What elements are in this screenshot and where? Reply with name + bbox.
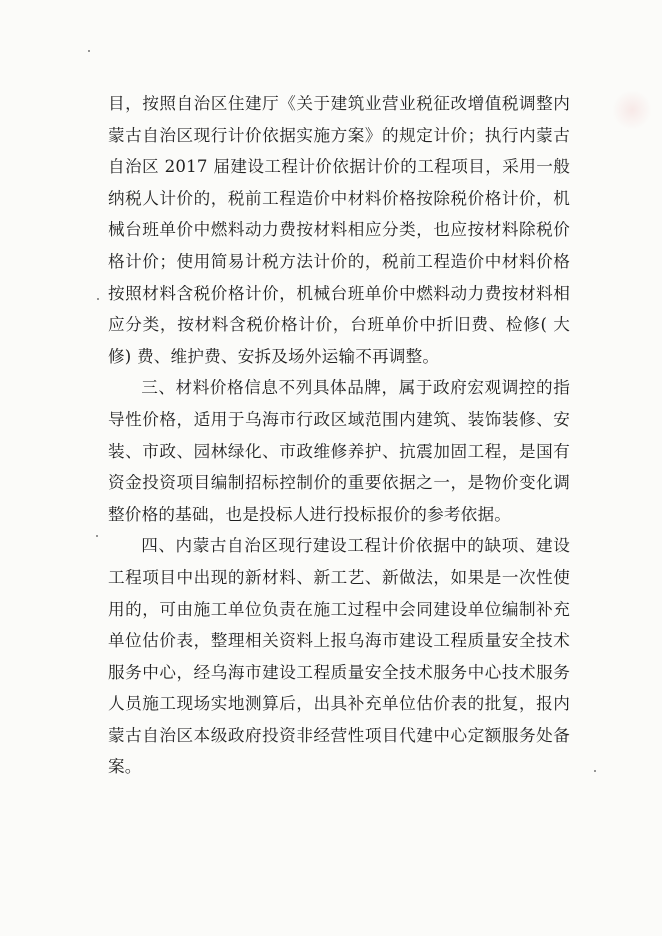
scan-speck xyxy=(594,770,596,772)
paragraph-item-four: 四、内蒙古自治区现行建设工程计价依据中的缺项、建设工程项目中出现的新材料、新工艺、新做法，如果是一次性使用的，可由施工单位负责在施工过程中会同建设单位编制补充单位估价表，整理相关资料上报乌海市建设工程质量安全技术服务中心，经乌海市建设工程质量安全技术服务中心技术服务人员施工现场实地测算后，出具补充单位估价表的批复，报内蒙古自治区本级政府投资非经营性项目代建中心定额服务处备案。 xyxy=(108,536,570,777)
scan-speck xyxy=(96,535,98,537)
paragraph-continued-item: 目，按照自治区住建厅《关于建筑业营业税征改增值税调整内蒙古自治区现行计价依据实施方案》的规定计价；执行内蒙古自治区 2017 届建设工程计价依据计价的工程项目，采用一般纳税人计价的，税前工程造价中材料价格按除税价格计价，机械台班单价中燃料动力费按材料相应分类，也应按材料除税价格计价；使用简易计税方法计价的，税前工程造价中材料价格按照材料含税价格计价，机械台班单价中燃料动力费按材料相应分类，按材料含税价格计价，台班单价中折旧费、检修( 大修) 费、维护费、安拆及场外运输不再调整。 xyxy=(108,94,570,366)
paper-stain xyxy=(612,90,652,130)
paragraph-item-three: 三、材料价格信息不列具体品牌，属于政府宏观调控的指导性价格，适用于乌海市行政区域范围内建筑、装饰装修、安装、市政、园林绿化、市政维修养护、抗震加固工程，是国有资金投资项目编制招标控制价的重要依据之一，是物价变化调整价格的基础，也是投标人进行投标报价的参考依据。 xyxy=(108,378,570,524)
scan-speck xyxy=(97,298,99,300)
scan-speck xyxy=(88,50,90,52)
document-body xyxy=(108,88,570,783)
